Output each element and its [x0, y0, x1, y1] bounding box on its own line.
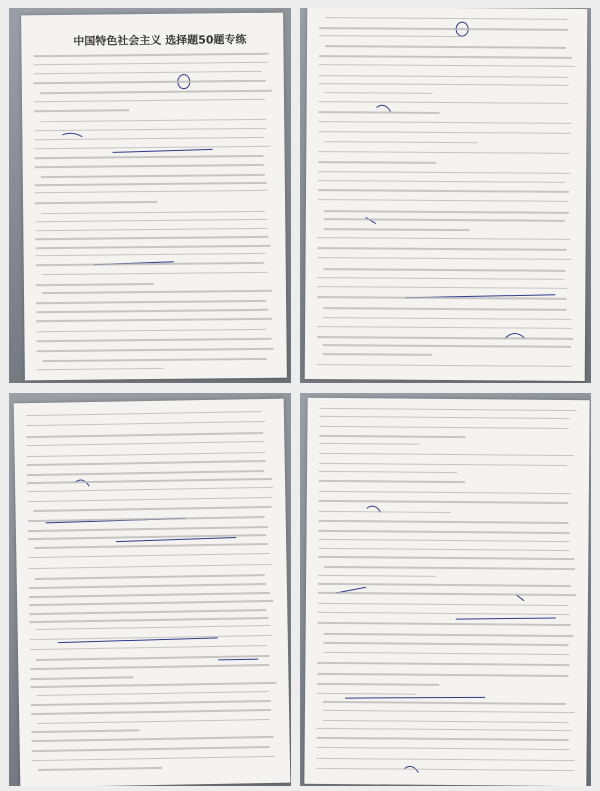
photo-bottom-right: [300, 393, 591, 786]
worksheet-page-1: [21, 13, 287, 381]
worksheet-page-4: [304, 398, 589, 786]
worksheet-page-3: [14, 399, 291, 786]
photo-top-left: [9, 8, 291, 383]
page-title: 中国特色社会主义 选择题50题专练: [73, 33, 247, 48]
pen-annotation-1: [21, 13, 287, 381]
photo-top-right: [300, 8, 591, 383]
photo-bottom-left: [9, 393, 291, 786]
worksheet-page-2: [305, 8, 588, 381]
